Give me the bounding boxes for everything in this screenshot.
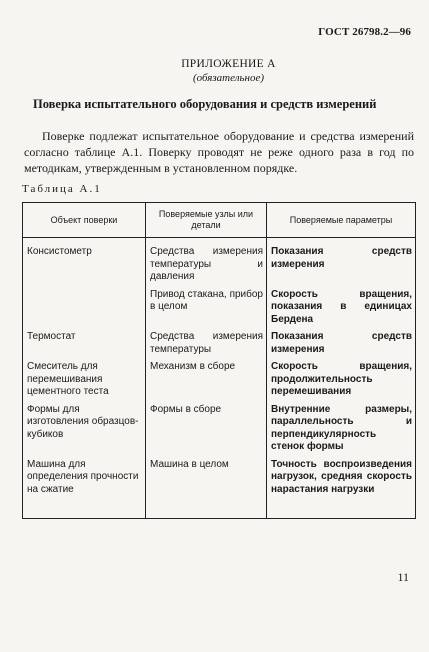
cell-part: Средства измерения температуры (146, 329, 267, 359)
document-code: ГОСТ 26798.2—96 (318, 26, 411, 38)
cell-part: Формы в сборе (146, 402, 267, 457)
cell-params: Показания средств измерения (267, 329, 416, 359)
verification-table (22, 202, 416, 519)
table-row (23, 238, 416, 287)
cell-params: Точность воспроизведения нагрузок, средняя скорость нарастания нагрузки (267, 457, 416, 519)
cell-object: Консистометр (23, 238, 146, 287)
column-header-object: Объект поверки (23, 203, 146, 238)
cell-object: Формы для изготовления образцов-кубиков (23, 402, 146, 457)
cell-object: Машина для определения прочности на сжатие (23, 457, 146, 519)
table-row (23, 359, 416, 402)
cell-object: Смеситель для перемешивания цементного теста (23, 359, 146, 402)
page-number: 11 (397, 570, 409, 584)
appendix-title: ПРИЛОЖЕНИЕ А (181, 58, 276, 70)
appendix-subtitle: (обязательное) (192, 72, 265, 84)
cell-object: Термостат (23, 329, 146, 359)
cell-object (23, 287, 146, 330)
cell-part: Средства измерения температуры и давления (146, 238, 267, 287)
table-caption: Таблица А.1 (22, 183, 102, 195)
table-header-row (23, 203, 416, 238)
cell-part: Машина в целом (146, 457, 267, 519)
cell-part: Механизм в сборе (146, 359, 267, 402)
table-row (23, 287, 416, 330)
body-paragraph: Поверке подлежат испытательное оборудование и средства измерений согласно таблице А.1. Поверку проводят не реже одного раза в год по методикам, утвержденным в установленном порядке. (24, 129, 414, 175)
cell-params: Внутренние размеры, параллельность и перпендикулярность стенок формы (267, 402, 416, 457)
table-row (23, 329, 416, 359)
cell-params: Скорость вращения, продолжительность перемешивания (267, 359, 416, 402)
table-row (23, 402, 416, 457)
column-header-params: Поверяемые параметры (267, 203, 416, 238)
cell-params: Показания средств измерения (267, 238, 416, 287)
section-title: Поверка испытательного оборудования и средств измерений (33, 97, 377, 111)
column-header-parts: Поверяемые узлы или детали (146, 203, 267, 238)
cell-part: Привод стакана, прибор в целом (146, 287, 267, 330)
table-row (23, 457, 416, 519)
cell-params: Скорость вращения, показания в единицах Бердена (267, 287, 416, 330)
